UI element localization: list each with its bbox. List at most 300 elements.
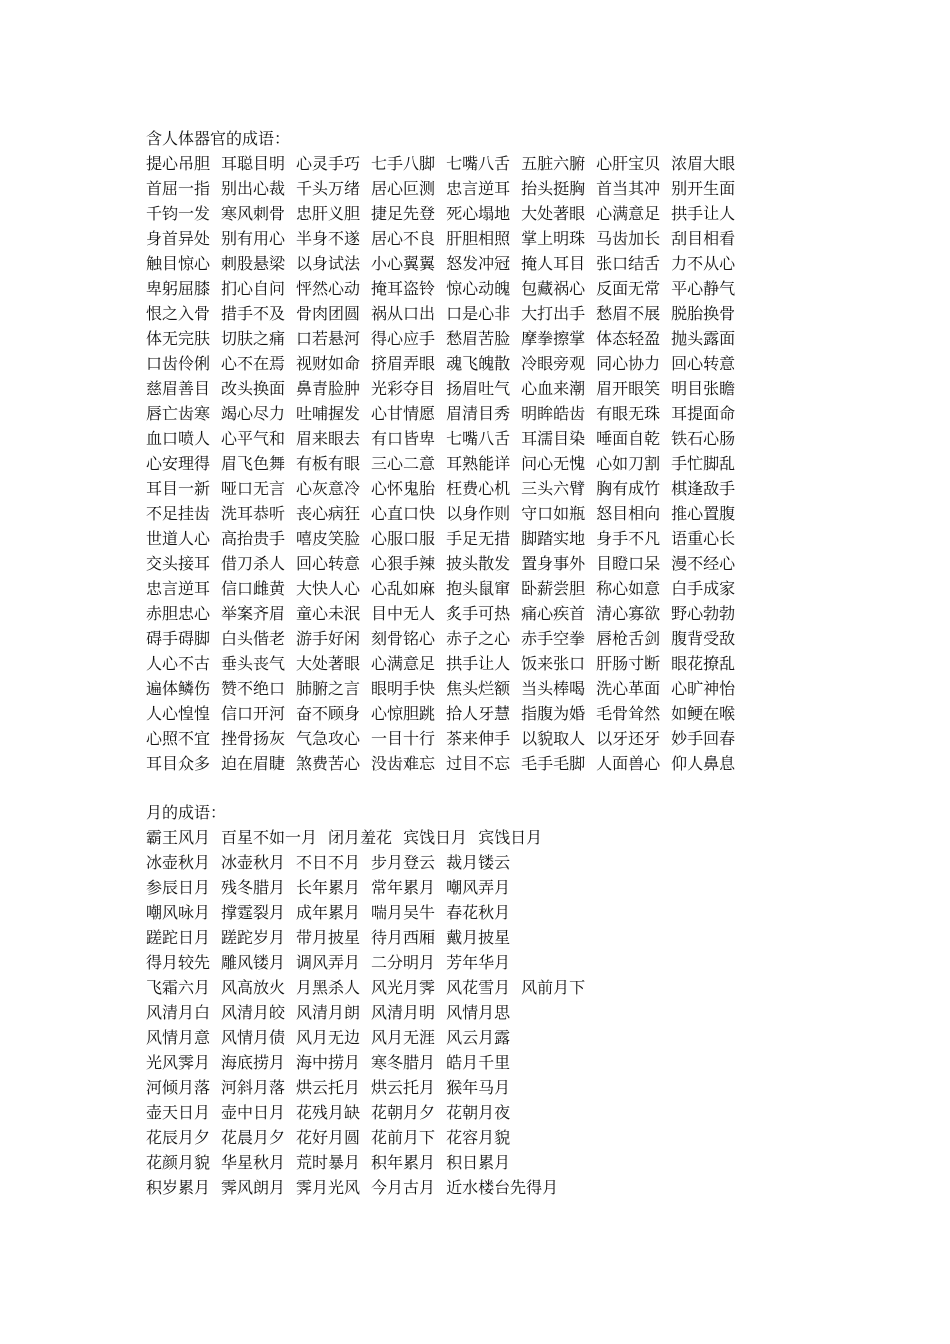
idiom: 蹉跎岁月 — [221, 928, 286, 947]
idiom: 肝胆相照 — [446, 229, 511, 248]
idiom: 眼花撩乱 — [671, 654, 736, 673]
idiom: 包藏祸心 — [521, 279, 586, 298]
idiom-line — [146, 1100, 866, 1125]
idiom: 心旷神怡 — [671, 679, 736, 698]
idiom-line — [146, 226, 866, 251]
idiom-line — [146, 1150, 866, 1175]
idiom: 毛骨耸然 — [596, 704, 661, 723]
idiom: 胸有成竹 — [596, 479, 661, 498]
idiom: 人心惶惶 — [146, 704, 211, 723]
idiom: 心乱如麻 — [371, 579, 436, 598]
idiom: 口若悬河 — [296, 329, 361, 348]
idiom: 怒发冲冠 — [446, 254, 511, 273]
idiom: 枉费心机 — [446, 479, 511, 498]
idiom: 别开生面 — [671, 179, 736, 198]
idiom: 鼻青脸肿 — [296, 379, 361, 398]
idiom: 手足无措 — [446, 529, 511, 548]
idiom: 掩耳盗铃 — [371, 279, 436, 298]
idiom-line — [146, 925, 866, 950]
idiom: 手忙脚乱 — [671, 454, 736, 473]
idiom: 马齿加长 — [596, 229, 661, 248]
idiom: 皓月千里 — [446, 1053, 511, 1072]
idiom: 小心翼翼 — [371, 254, 436, 273]
idiom: 明目张瞻 — [671, 379, 736, 398]
idiom: 毛手毛脚 — [521, 754, 586, 773]
idiom: 花残月缺 — [296, 1103, 361, 1122]
idiom: 忠言逆耳 — [146, 579, 211, 598]
idiom: 七嘴八舌 — [446, 429, 511, 448]
idiom: 脱胎换骨 — [671, 304, 736, 323]
idiom: 风月无边 — [296, 1028, 361, 1047]
idiom: 耳提面命 — [671, 404, 736, 423]
idiom: 耳熟能详 — [446, 454, 511, 473]
idiom: 丧心病狂 — [296, 504, 361, 523]
idiom: 以貌取人 — [521, 729, 586, 748]
idiom-line — [146, 701, 866, 726]
idiom: 心服口服 — [371, 529, 436, 548]
idiom: 有口皆卑 — [371, 429, 436, 448]
idiom: 气急攻心 — [296, 729, 361, 748]
idiom: 宾饯日月 — [403, 828, 468, 847]
idiom: 风清月皎 — [221, 1003, 286, 1022]
idiom: 春花秋月 — [446, 903, 511, 922]
idiom: 眉飞色舞 — [221, 454, 286, 473]
idiom: 提心吊胆 — [146, 154, 211, 173]
idiom: 烘云托月 — [296, 1078, 361, 1097]
idiom: 目中无人 — [371, 604, 436, 623]
idiom: 世道人心 — [146, 529, 211, 548]
idiom: 有板有眼 — [296, 454, 361, 473]
idiom: 花辰月夕 — [146, 1128, 211, 1147]
idiom: 肝肠寸断 — [596, 654, 661, 673]
idiom-line — [146, 426, 866, 451]
idiom: 华星秋月 — [221, 1153, 286, 1172]
idiom-line — [146, 1075, 866, 1100]
idiom: 光风霁月 — [146, 1053, 211, 1072]
idiom: 反面无常 — [596, 279, 661, 298]
idiom: 茶来伸手 — [446, 729, 511, 748]
idiom: 如鲠在喉 — [671, 704, 736, 723]
idiom-line — [146, 850, 866, 875]
idiom: 回心转意 — [296, 554, 361, 573]
idiom-list-moon — [146, 825, 866, 1200]
idiom: 恨之入骨 — [146, 304, 211, 323]
idiom: 不日不月 — [296, 853, 361, 872]
idiom: 冷眼旁观 — [521, 354, 586, 373]
idiom: 撑霆裂月 — [221, 903, 286, 922]
idiom: 喘月吴牛 — [371, 903, 436, 922]
idiom: 卑躬屈膝 — [146, 279, 211, 298]
idiom: 童心未泯 — [296, 604, 361, 623]
idiom-line — [146, 1125, 866, 1150]
idiom: 过目不忘 — [446, 754, 511, 773]
idiom: 宾饯日月 — [478, 828, 543, 847]
idiom: 唇亡齿寒 — [146, 404, 211, 423]
idiom: 棋逢敌手 — [671, 479, 736, 498]
idiom-line — [146, 401, 866, 426]
idiom: 居心叵测 — [371, 179, 436, 198]
idiom: 口齿伶俐 — [146, 354, 211, 373]
idiom: 参辰日月 — [146, 878, 211, 897]
idiom: 语重心长 — [671, 529, 736, 548]
idiom: 海中捞月 — [296, 1053, 361, 1072]
idiom: 猴年马月 — [446, 1078, 511, 1097]
idiom: 霁月光风 — [296, 1178, 361, 1197]
idiom-line — [146, 601, 866, 626]
idiom: 忠言逆耳 — [446, 179, 511, 198]
idiom-line — [146, 726, 866, 751]
idiom: 煞费苦心 — [296, 754, 361, 773]
idiom: 唇枪舌剑 — [596, 629, 661, 648]
idiom: 措手不及 — [221, 304, 286, 323]
idiom: 人面兽心 — [596, 754, 661, 773]
idiom: 死心塌地 — [446, 204, 511, 223]
idiom: 心甘情愿 — [371, 404, 436, 423]
idiom: 长年累月 — [296, 878, 361, 897]
idiom: 花好月圆 — [296, 1128, 361, 1147]
idiom: 带月披星 — [296, 928, 361, 947]
idiom: 愁眉苦脸 — [446, 329, 511, 348]
idiom-line — [146, 476, 866, 501]
idiom: 心不在焉 — [221, 354, 286, 373]
section-title-organ-idioms: 含人体器官的成语： — [146, 129, 291, 148]
idiom: 吐哺握发 — [296, 404, 361, 423]
idiom: 得心应手 — [371, 329, 436, 348]
idiom: 怦然心动 — [296, 279, 361, 298]
idiom: 大打出手 — [521, 304, 586, 323]
idiom-line — [146, 526, 866, 551]
idiom-line — [146, 326, 866, 351]
idiom: 风清月朗 — [296, 1003, 361, 1022]
idiom-line — [146, 875, 866, 900]
idiom: 张口结舌 — [596, 254, 661, 273]
idiom: 花朝月夜 — [446, 1103, 511, 1122]
idiom: 心满意足 — [596, 204, 661, 223]
idiom: 积日累月 — [446, 1153, 511, 1172]
idiom: 得月较先 — [146, 953, 211, 972]
idiom-line — [146, 176, 866, 201]
idiom: 洗耳恭听 — [221, 504, 286, 523]
idiom: 壶中日月 — [221, 1103, 286, 1122]
idiom: 花容月貌 — [446, 1128, 511, 1147]
idiom: 积年累月 — [371, 1153, 436, 1172]
idiom: 积岁累月 — [146, 1178, 211, 1197]
idiom: 游手好闲 — [296, 629, 361, 648]
idiom: 痛心疾首 — [521, 604, 586, 623]
idiom: 高抬贵手 — [221, 529, 286, 548]
idiom: 铁石心肠 — [671, 429, 736, 448]
idiom: 心狠手辣 — [371, 554, 436, 573]
idiom: 置身事外 — [521, 554, 586, 573]
idiom: 首屈一指 — [146, 179, 211, 198]
idiom: 光彩夺目 — [371, 379, 436, 398]
idiom: 明眸皓齿 — [521, 404, 586, 423]
idiom: 荒时暴月 — [296, 1153, 361, 1172]
idiom: 口是心非 — [446, 304, 511, 323]
idiom: 常年累月 — [371, 878, 436, 897]
idiom: 信口开河 — [221, 704, 286, 723]
idiom: 不足挂齿 — [146, 504, 211, 523]
idiom: 慈眉善目 — [146, 379, 211, 398]
idiom: 交头接耳 — [146, 554, 211, 573]
idiom: 心灰意冷 — [296, 479, 361, 498]
idiom: 推心置腹 — [671, 504, 736, 523]
idiom: 心惊胆跳 — [371, 704, 436, 723]
idiom: 风情月意 — [146, 1028, 211, 1047]
idiom: 风情月思 — [446, 1003, 511, 1022]
idiom-line — [146, 351, 866, 376]
idiom-line — [146, 950, 866, 975]
idiom: 霁风朗月 — [221, 1178, 286, 1197]
idiom: 切肤之痛 — [221, 329, 286, 348]
idiom: 耳目众多 — [146, 754, 211, 773]
idiom: 触目惊心 — [146, 254, 211, 273]
idiom: 嘲风弄月 — [446, 878, 511, 897]
idiom: 赤胆忠心 — [146, 604, 211, 623]
idiom: 冰壶秋月 — [146, 853, 211, 872]
idiom: 大快人心 — [296, 579, 361, 598]
document-page — [146, 126, 866, 1200]
idiom: 信口雌黄 — [221, 579, 286, 598]
idiom: 借刀杀人 — [221, 554, 286, 573]
idiom-line — [146, 1025, 866, 1050]
idiom: 回心转意 — [671, 354, 736, 373]
idiom: 眉来眼去 — [296, 429, 361, 448]
idiom: 肺腑之言 — [296, 679, 361, 698]
idiom: 月黑杀人 — [296, 978, 361, 997]
idiom-list-organs — [146, 151, 866, 776]
idiom: 称心如意 — [596, 579, 661, 598]
idiom-line — [146, 1175, 866, 1200]
idiom-line — [146, 626, 866, 651]
idiom: 五脏六腑 — [521, 154, 586, 173]
idiom: 一目十行 — [371, 729, 436, 748]
idiom: 同心协力 — [596, 354, 661, 373]
idiom: 祸从口出 — [371, 304, 436, 323]
idiom: 眼明手快 — [371, 679, 436, 698]
idiom-line — [146, 501, 866, 526]
idiom: 炙手可热 — [446, 604, 511, 623]
idiom: 拾人牙慧 — [446, 704, 511, 723]
idiom-line — [146, 825, 866, 850]
idiom: 风清月白 — [146, 1003, 211, 1022]
idiom: 花朝月夕 — [371, 1103, 436, 1122]
idiom: 耳濡目染 — [521, 429, 586, 448]
idiom-line — [146, 576, 866, 601]
idiom-line — [146, 900, 866, 925]
idiom: 海底捞月 — [221, 1053, 286, 1072]
idiom: 心满意足 — [371, 654, 436, 673]
idiom: 饭来张口 — [521, 654, 586, 673]
idiom: 问心无愧 — [521, 454, 586, 473]
idiom: 别有用心 — [221, 229, 286, 248]
idiom: 居心不良 — [371, 229, 436, 248]
idiom: 心如刀割 — [596, 454, 661, 473]
idiom: 心安理得 — [146, 454, 211, 473]
idiom-line — [146, 251, 866, 276]
idiom: 寒冬腊月 — [371, 1053, 436, 1072]
idiom: 白手成家 — [671, 579, 736, 598]
idiom: 视财如命 — [296, 354, 361, 373]
idiom: 唾面自乾 — [596, 429, 661, 448]
idiom: 拱手让人 — [446, 654, 511, 673]
idiom: 步月登云 — [371, 853, 436, 872]
idiom: 有眼无珠 — [596, 404, 661, 423]
idiom: 掌上明珠 — [521, 229, 586, 248]
idiom: 花前月下 — [371, 1128, 436, 1147]
idiom: 妙手回春 — [671, 729, 736, 748]
idiom: 花颜月貌 — [146, 1153, 211, 1172]
idiom: 心照不宜 — [146, 729, 211, 748]
idiom: 大处著眼 — [521, 204, 586, 223]
idiom-line — [146, 301, 866, 326]
idiom: 赤手空拳 — [521, 629, 586, 648]
idiom: 残冬腊月 — [221, 878, 286, 897]
idiom: 今月古月 — [371, 1178, 436, 1197]
idiom: 捷足先登 — [371, 204, 436, 223]
idiom: 调风弄月 — [296, 953, 361, 972]
idiom: 嘻皮笑脸 — [296, 529, 361, 548]
idiom: 当头棒喝 — [521, 679, 586, 698]
idiom: 碍手碍脚 — [146, 629, 211, 648]
idiom: 闭月羞花 — [328, 828, 393, 847]
idiom: 身手不凡 — [596, 529, 661, 548]
idiom: 以身作则 — [446, 504, 511, 523]
idiom: 嘲风咏月 — [146, 903, 211, 922]
idiom-line — [146, 151, 866, 176]
section-title-moon-idioms: 月的成语： — [146, 803, 227, 822]
idiom: 赞不绝口 — [221, 679, 286, 698]
idiom: 卧薪尝胆 — [521, 579, 586, 598]
idiom: 指腹为婚 — [521, 704, 586, 723]
idiom: 三头六臂 — [521, 479, 586, 498]
idiom: 摩拳擦掌 — [521, 329, 586, 348]
idiom: 迫在眉睫 — [221, 754, 286, 773]
idiom-line — [146, 1000, 866, 1025]
idiom: 千头万绪 — [296, 179, 361, 198]
idiom: 抱头鼠窜 — [446, 579, 511, 598]
idiom-line — [146, 551, 866, 576]
idiom: 拱手让人 — [671, 204, 736, 223]
idiom: 掩人耳目 — [521, 254, 586, 273]
section-spacer — [146, 776, 866, 800]
idiom: 河斜月落 — [221, 1078, 286, 1097]
idiom-line — [146, 676, 866, 701]
idiom: 以牙还牙 — [596, 729, 661, 748]
idiom: 雕风镂月 — [221, 953, 286, 972]
idiom: 风清月明 — [371, 1003, 436, 1022]
idiom: 耳目一新 — [146, 479, 211, 498]
idiom: 霸王风月 — [146, 828, 211, 847]
idiom: 改头换面 — [221, 379, 286, 398]
idiom: 白头偕老 — [221, 629, 286, 648]
idiom: 守口如瓶 — [521, 504, 586, 523]
idiom: 赤子之心 — [446, 629, 511, 648]
idiom-line — [146, 376, 866, 401]
idiom: 血口喷人 — [146, 429, 211, 448]
idiom: 惊心动魄 — [446, 279, 511, 298]
idiom: 漫不经心 — [671, 554, 736, 573]
idiom-line — [146, 451, 866, 476]
idiom: 刻骨铭心 — [371, 629, 436, 648]
idiom: 奋不顾身 — [296, 704, 361, 723]
idiom: 骨肉团圆 — [296, 304, 361, 323]
idiom: 洗心革面 — [596, 679, 661, 698]
idiom: 扬眉吐气 — [446, 379, 511, 398]
idiom: 烘云托月 — [371, 1078, 436, 1097]
idiom: 平心静气 — [671, 279, 736, 298]
idiom: 仰人鼻息 — [671, 754, 736, 773]
idiom: 成年累月 — [296, 903, 361, 922]
idiom-line — [146, 975, 866, 1000]
idiom: 风花雪月 — [446, 978, 511, 997]
idiom: 心直口快 — [371, 504, 436, 523]
idiom-line — [146, 201, 866, 226]
idiom: 抬头挺胸 — [521, 179, 586, 198]
idiom: 腹背受敌 — [671, 629, 736, 648]
idiom: 心灵手巧 — [296, 154, 361, 173]
idiom: 二分明月 — [371, 953, 436, 972]
idiom: 清心寡欲 — [596, 604, 661, 623]
idiom: 戴月披星 — [446, 928, 511, 947]
idiom: 抛头露面 — [671, 329, 736, 348]
idiom: 扪心自问 — [221, 279, 286, 298]
idiom: 人心不古 — [146, 654, 211, 673]
idiom: 大处著眼 — [296, 654, 361, 673]
idiom: 寒风刺骨 — [221, 204, 286, 223]
idiom: 千钧一发 — [146, 204, 211, 223]
idiom: 裁月镂云 — [446, 853, 511, 872]
idiom: 眉开眼笑 — [596, 379, 661, 398]
idiom: 蹉跎日月 — [146, 928, 211, 947]
idiom: 体无完肤 — [146, 329, 211, 348]
idiom: 焦头烂额 — [446, 679, 511, 698]
idiom: 刮目相看 — [671, 229, 736, 248]
idiom: 七嘴八舌 — [446, 154, 511, 173]
idiom: 怒目相向 — [596, 504, 661, 523]
idiom: 力不从心 — [671, 254, 736, 273]
idiom: 风高放火 — [221, 978, 286, 997]
idiom: 七手八脚 — [371, 154, 436, 173]
idiom: 待月西厢 — [371, 928, 436, 947]
idiom: 愁眉不展 — [596, 304, 661, 323]
idiom: 目瞪口呆 — [596, 554, 661, 573]
idiom: 花晨月夕 — [221, 1128, 286, 1147]
idiom: 壶天日月 — [146, 1103, 211, 1122]
idiom: 心平气和 — [221, 429, 286, 448]
idiom: 体态轻盈 — [596, 329, 661, 348]
idiom: 风光月霁 — [371, 978, 436, 997]
idiom-line — [146, 651, 866, 676]
idiom-line — [146, 751, 866, 776]
idiom: 野心勃勃 — [671, 604, 736, 623]
idiom-line — [146, 1050, 866, 1075]
idiom: 半身不遂 — [296, 229, 361, 248]
idiom: 近水楼台先得月 — [446, 1178, 559, 1197]
idiom: 河倾月落 — [146, 1078, 211, 1097]
idiom: 脚踏实地 — [521, 529, 586, 548]
idiom: 心血来潮 — [521, 379, 586, 398]
idiom: 披头散发 — [446, 554, 511, 573]
idiom: 首当其冲 — [596, 179, 661, 198]
idiom: 飞霜六月 — [146, 978, 211, 997]
idiom: 身首异处 — [146, 229, 211, 248]
idiom: 耳聪目明 — [221, 154, 286, 173]
idiom-line — [146, 276, 866, 301]
idiom: 没齿难忘 — [371, 754, 436, 773]
idiom: 竭心尽力 — [221, 404, 286, 423]
idiom: 百星不如一月 — [221, 828, 318, 847]
